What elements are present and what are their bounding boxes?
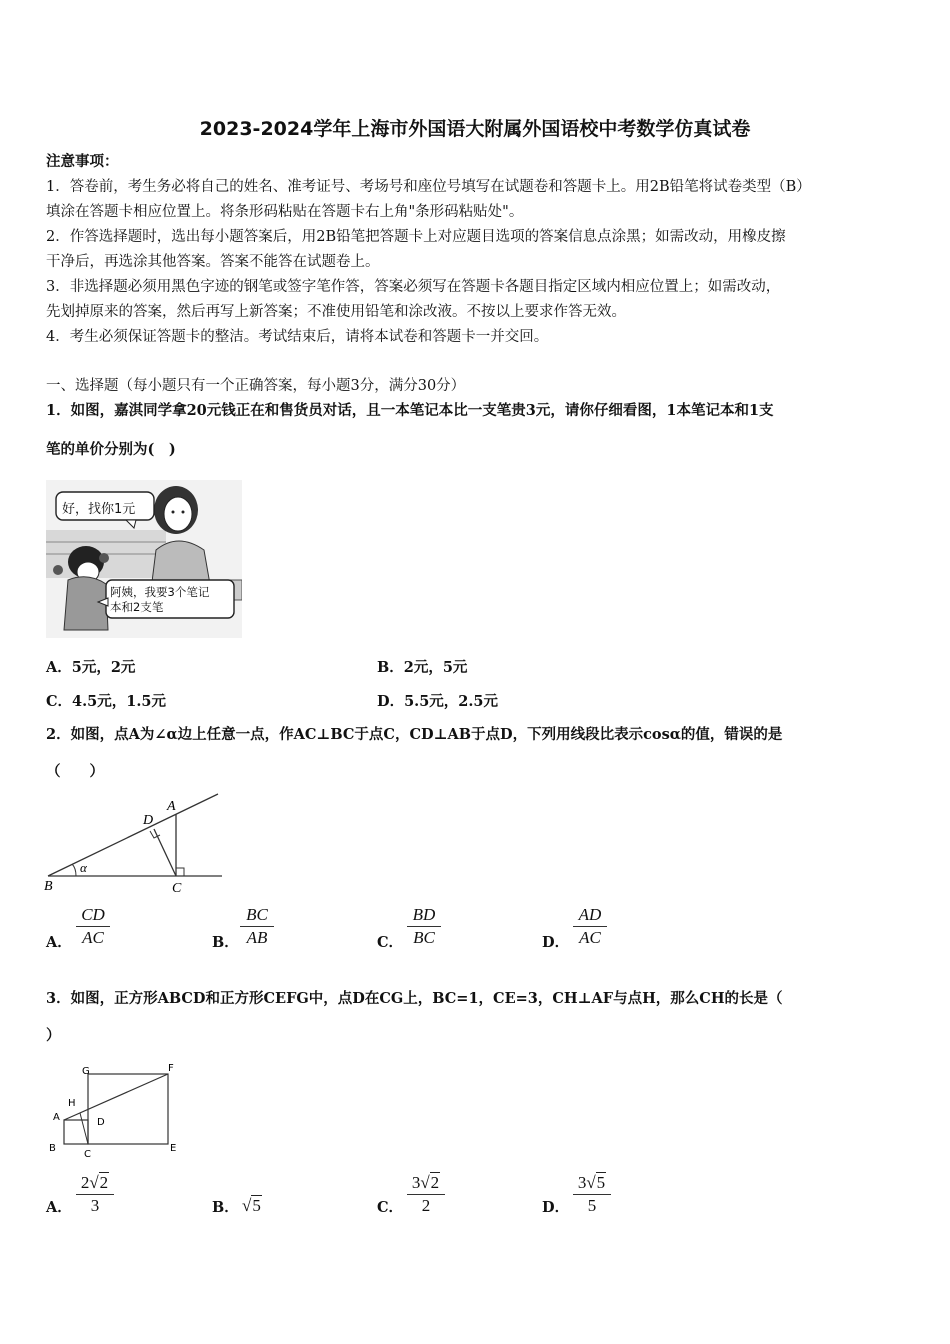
section-heading: 一、选择题（每小题只有一个正确答案，每小题3分，满分30分） [46,378,466,394]
student-speech-line1: 阿姨，我要3个笔记 [110,585,210,599]
q1-stem: 1．如图，嘉淇同学拿20元钱正在和售货员对话，且一本笔记本比一支笔贵3元，请你仔细看图，1本笔记本和1支 [46,402,774,419]
q2-stem-cont: （ ） [46,763,104,780]
q2-option-b-label: B． [212,934,239,951]
q1-stem-cont: 笔的单价分别为( ) [46,441,176,458]
notice-heading: 注意事项： [46,153,119,170]
segment-af [64,1074,168,1120]
q1-option-d: D．5.5元，2.5元 [377,693,499,710]
label-d: D [97,1117,105,1128]
q3-figure [44,1058,194,1160]
notice-line: 干净后，再选涂其他答案。答案不能答在试题卷上。 [46,254,380,270]
q3-stem-cont: ） [46,1027,61,1044]
q3-option-a-label: A． [46,1199,72,1216]
label-h: H [68,1098,76,1109]
notice-line: 填涂在答题卡相应位置上。将条形码粘贴在答题卡右上角"条形码粘贴处"。 [46,204,524,220]
label-e: E [170,1143,177,1154]
clerk-speech-bubble: 好，找你1元 [62,502,136,517]
q2-option-b-fraction: $\frac{BC}{AB}$ [240,904,274,949]
square-cefg [88,1074,168,1144]
q3-option-d-label: D． [542,1199,570,1216]
label-g: G [82,1066,90,1077]
q2-option-c-fraction: $\frac{BD}{BC}$ [407,904,441,949]
q3-option-c-label: C． [377,1199,404,1216]
q3-option-c-fraction: $\frac{3√2}{2}$ [407,1172,445,1217]
q1-figure [46,480,242,638]
segment-ch [80,1113,88,1144]
q2-option-c-label: C． [377,934,404,951]
label-b: B [49,1143,56,1154]
notice-line: 3．非选择题必须用黑色字迹的钢笔或签字笔作答，答案必须写在答题卡各题目指定区域内相应位置上；如需改动， [46,279,781,295]
page-title: 2023-2024学年上海市外国语大附属外国语校中考数学仿真试卷 [199,118,751,140]
q1-option-a: A．5元，2元 [46,659,136,676]
q2-figure [40,790,230,898]
label-a: A [53,1112,60,1123]
q2-option-a-fraction: $\frac{CD}{AC}$ [76,904,110,949]
label-a: A [167,799,176,814]
q3-option-b-value: √5 [242,1196,261,1215]
q3-option-d-fraction: $\frac{3√5}{5}$ [573,1172,611,1217]
label-b: B [44,879,53,894]
notice-line: 先划掉原来的答案，然后再写上新答案；不准使用铅笔和涂改液。不按以上要求作答无效。 [46,304,626,320]
notice-line: 1．答卷前，考生务必将自己的姓名、准考证号、考场号和座位号填写在试题卷和答题卡上。用2B铅笔将试卷类型（B） [46,179,811,195]
q3-option-a-fraction: $\frac{2√2}{3}$ [76,1172,114,1217]
label-c: C [84,1149,91,1160]
student-speech-line2: 本和2支笔 [110,600,164,614]
q1-option-c: C．4.5元，1.5元 [46,693,166,710]
label-d: D [143,813,154,828]
notice-line: 4．考生必须保证答题卡的整洁。考试结束后，请将本试卷和答题卡一并交回。 [46,329,549,345]
q3-option-b-label: B． [212,1199,239,1216]
q2-option-a-label: A． [46,934,72,951]
q2-option-d-label: D． [542,934,570,951]
label-f: F [168,1063,174,1074]
q2-stem: 2．如图，点A为∠α边上任意一点，作AC⊥BC于点C，CD⊥AB于点D，下列用线段比表示cosα的值，错误的是 [46,726,783,743]
notice-line: 2．作答选择题时，选出每小题答案后，用2B铅笔把答题卡上对应题目选项的答案信息点涂黑；如需改动，用橡皮擦 [46,229,786,245]
label-alpha: α [80,860,87,875]
ray-ba [48,794,218,876]
label-c: C [172,881,182,896]
q3-stem: 3．如图，正方形ABCD和正方形CEFG中，点D在CG上，BC=1，CE=3，CH⊥AF与点H，那么CH的长是（ [46,990,783,1007]
q1-option-b: B．2元，5元 [377,659,468,676]
q2-option-d-fraction: $\frac{AD}{AC}$ [573,904,607,949]
